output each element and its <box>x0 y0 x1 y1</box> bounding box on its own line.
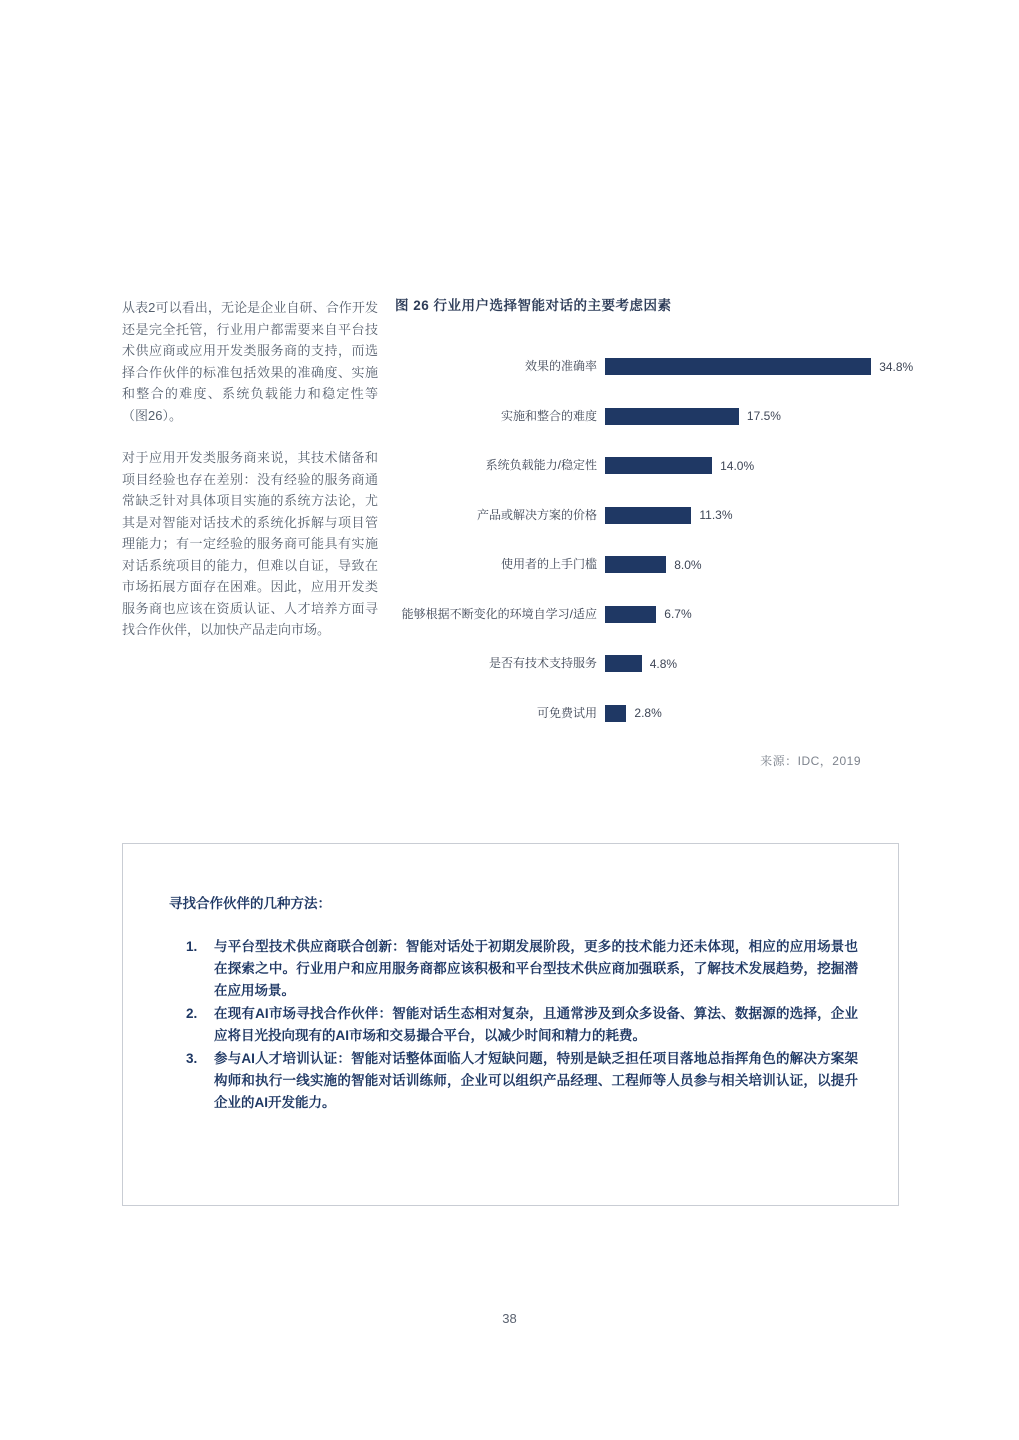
chart-value-label: 11.3% <box>699 508 733 523</box>
method-item-number: 3. <box>186 1051 198 1066</box>
method-item-number: 2. <box>186 1006 198 1021</box>
chart-row <box>395 392 923 442</box>
chart-value-label: 6.7% <box>664 607 692 622</box>
chart-title: 图 26 行业用户选择智能对话的主要考虑因素 <box>395 298 672 313</box>
page-number: 38 <box>502 1311 517 1326</box>
method-item-detail: 智能对话生态相对复杂，且通常涉及到众多设备、算法、数据源的选择，企业应将目光投向现有的AI市场和交易撮合平台，以减少时间和精力的耗费。 <box>214 1006 859 1043</box>
method-item <box>186 936 858 1002</box>
left-text-column <box>122 297 378 641</box>
figure-26-chart <box>395 294 923 769</box>
chart-row <box>395 441 923 491</box>
method-item-detail: 智能对话处于初期发展阶段，更多的技术能力还未体现，相应的应用场景也在探索之中。行业用户和应用服务商都应该积极和平台型技术供应商加强联系，了解技术发展趋势，挖掘潜在应用场景。 <box>214 939 859 998</box>
chart-category-label: 可免费试用 <box>536 705 597 720</box>
chart-bar <box>605 606 656 623</box>
chart-source: 来源：IDC，2019 <box>760 754 861 768</box>
chart-category-label: 是否有技术支持服务 <box>488 656 597 671</box>
method-item <box>186 1003 858 1047</box>
chart-value-label: 8.0% <box>674 557 702 572</box>
method-item-lead: 在现有AI市场寻找合作伙伴： <box>214 1006 393 1021</box>
chart-bar <box>605 358 871 375</box>
methods-box <box>122 843 899 1206</box>
method-item-text <box>214 1048 858 1114</box>
chart-value-label: 14.0% <box>720 458 755 473</box>
chart-rows <box>395 342 923 738</box>
chart-row <box>395 540 923 590</box>
method-item-lead: 与平台型技术供应商联合创新： <box>214 939 406 954</box>
chart-row <box>395 689 923 739</box>
chart-row <box>395 639 923 689</box>
chart-row <box>395 491 923 541</box>
chart-value-label: 34.8% <box>879 359 914 374</box>
method-item-lead: 参与AI人才培训认证： <box>214 1051 352 1066</box>
chart-category-label: 效果的准确率 <box>524 359 597 374</box>
method-item-text <box>214 1003 858 1047</box>
chart-category-label: 使用者的上手门槛 <box>500 557 597 572</box>
paragraph: 从表2可以看出，无论是企业自研、合作开发还是完全托管，行业用户都需要来自平台技术供应商或应用开发类服务商的支持，而选择合作伙伴的标准包括效果的准确度、实施和整合的难度、系统负载能力和稳定性等（图26）。 <box>122 300 378 423</box>
chart-value-label: 2.8% <box>634 706 662 721</box>
chart-row <box>395 342 923 392</box>
methods-list <box>186 936 858 1114</box>
chart-category-label: 系统负载能力/稳定性 <box>485 458 597 473</box>
chart-value-label: 17.5% <box>746 409 781 424</box>
chart-category-label: 能够根据不断变化的环境自学习/适应 <box>401 606 597 621</box>
methods-box-title: 寻找合作伙伴的几种方法： <box>169 896 331 911</box>
paragraph: 对于应用开发类服务商来说，其技术储备和项目经验也存在差别：没有经验的服务商通常缺乏针对具体项目实施的系统方法论，尤其是对智能对话技术的系统化拆解与项目管理能力；有一定经验的服务商可能具有实施对话系统项目的能力，但难以自证，导致在市场拓展方面存在困难。因此，应用开发类服务商也应该在资质认证、人才培养方面寻找合作伙伴，以加快产品走向市场。 <box>122 450 378 637</box>
chart-bar <box>605 556 666 573</box>
chart-bar <box>605 705 626 722</box>
chart-value-label: 4.8% <box>649 656 678 671</box>
chart-row <box>395 590 923 640</box>
chart-category-label: 产品或解决方案的价格 <box>476 507 597 522</box>
chart-category-label: 实施和整合的难度 <box>500 408 597 423</box>
method-item-text <box>214 936 858 1002</box>
method-item-number: 1. <box>186 939 198 954</box>
chart-bar <box>605 408 739 425</box>
method-item <box>186 1048 858 1114</box>
chart-bar <box>605 655 642 672</box>
method-item-detail: 智能对话整体面临人才短缺问题，特别是缺乏担任项目落地总指挥角色的解决方案架构师和执行一线实施的智能对话训练师，企业可以组织产品经理、工程师等人员参与相关培训认证，以提升企业的AI开发能力。 <box>214 1051 859 1110</box>
chart-bar <box>605 507 691 524</box>
chart-bar <box>605 457 712 474</box>
